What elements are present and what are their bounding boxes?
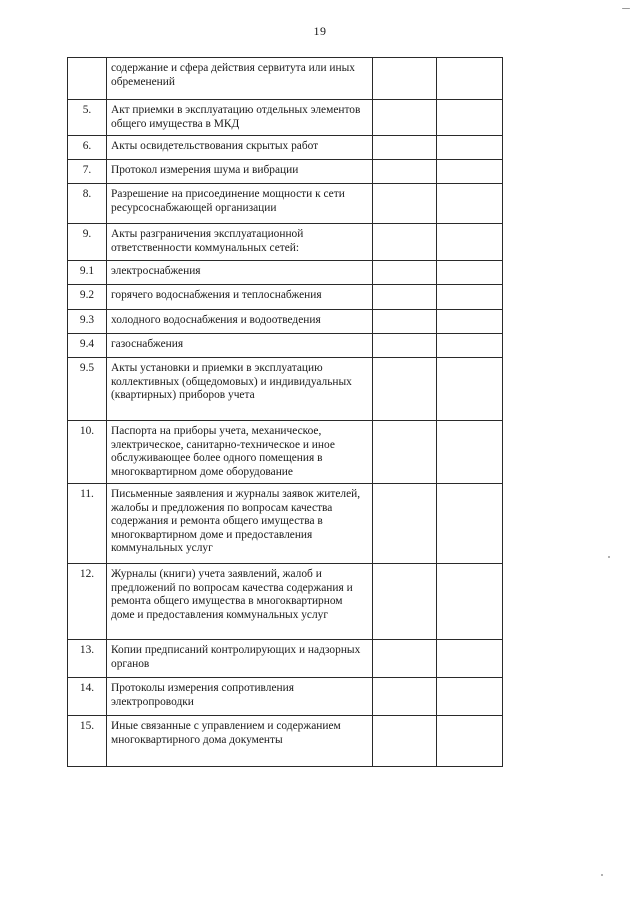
empty-cell — [437, 310, 503, 334]
empty-cell — [437, 160, 503, 184]
document-name: холодного водоснабжения и водоотведения — [107, 310, 373, 334]
empty-cell — [437, 58, 503, 100]
empty-cell — [437, 678, 503, 716]
empty-cell — [373, 310, 437, 334]
empty-cell — [437, 285, 503, 310]
table-row — [68, 310, 503, 334]
empty-cell — [437, 100, 503, 136]
row-number: 9. — [68, 224, 107, 261]
empty-cell — [437, 136, 503, 160]
document-name: Акты установки и приемки в эксплуатацию коллективных (общедомовых) и индивидуальных (квартирных) приборов учета — [107, 358, 373, 421]
row-number: 9.4 — [68, 334, 107, 358]
row-number: 11. — [68, 484, 107, 564]
table-row — [68, 678, 503, 716]
empty-cell — [437, 640, 503, 678]
document-name: Копии предписаний контролирующих и надзорных органов — [107, 640, 373, 678]
empty-cell — [373, 136, 437, 160]
table-row — [68, 421, 503, 484]
empty-cell — [437, 184, 503, 224]
document-name: Акт приемки в эксплуатацию отдельных элементов общего имущества в МКД — [107, 100, 373, 136]
empty-cell — [373, 716, 437, 767]
table-row — [68, 224, 503, 261]
table-row — [68, 640, 503, 678]
table-row — [68, 136, 503, 160]
empty-cell — [373, 421, 437, 484]
row-number: 5. — [68, 100, 107, 136]
scan-speck — [601, 874, 603, 876]
documents-table — [67, 57, 503, 767]
table-row — [68, 100, 503, 136]
document-name: содержание и сфера действия сервитута или иных обременений — [107, 58, 373, 100]
row-number: 9.2 — [68, 285, 107, 310]
row-number: 10. — [68, 421, 107, 484]
row-number: 9.3 — [68, 310, 107, 334]
table-row — [68, 58, 503, 100]
table-row — [68, 184, 503, 224]
document-name: Разрешение на присоединение мощности к сети ресурсоснабжающей организации — [107, 184, 373, 224]
empty-cell — [437, 261, 503, 285]
row-number: 6. — [68, 136, 107, 160]
empty-cell — [373, 285, 437, 310]
row-number: 13. — [68, 640, 107, 678]
row-number: 9.1 — [68, 261, 107, 285]
empty-cell — [437, 716, 503, 767]
row-number: 14. — [68, 678, 107, 716]
document-name: Акты освидетельствования скрытых работ — [107, 136, 373, 160]
empty-cell — [437, 564, 503, 640]
empty-cell — [373, 678, 437, 716]
document-name: горячего водоснабжения и теплоснабжения — [107, 285, 373, 310]
empty-cell — [437, 358, 503, 421]
empty-cell — [373, 640, 437, 678]
row-number: 7. — [68, 160, 107, 184]
empty-cell — [437, 484, 503, 564]
empty-cell — [373, 484, 437, 564]
empty-cell — [373, 334, 437, 358]
table-row — [68, 334, 503, 358]
empty-cell — [373, 160, 437, 184]
empty-cell — [373, 184, 437, 224]
row-number: 15. — [68, 716, 107, 767]
scan-speck — [622, 8, 630, 9]
page-number: 19 — [313, 24, 327, 38]
row-number: 8. — [68, 184, 107, 224]
table-row — [68, 716, 503, 767]
document-name: Иные связанные с управлением и содержанием многоквартирного дома документы — [107, 716, 373, 767]
empty-cell — [373, 58, 437, 100]
table-row — [68, 261, 503, 285]
scan-speck — [608, 556, 610, 558]
document-name: Протокол измерения шума и вибрации — [107, 160, 373, 184]
empty-cell — [373, 224, 437, 261]
document-name: Протоколы измерения сопротивления электропроводки — [107, 678, 373, 716]
empty-cell — [437, 421, 503, 484]
table-row — [68, 160, 503, 184]
table-row — [68, 358, 503, 421]
empty-cell — [437, 334, 503, 358]
document-name: Акты разграничения эксплуатационной ответственности коммунальных сетей: — [107, 224, 373, 261]
document-name: газоснабжения — [107, 334, 373, 358]
row-number — [68, 58, 107, 100]
row-number: 9.5 — [68, 358, 107, 421]
document-name: Паспорта на приборы учета, механическое, электрическое, санитарно-техническое и иное обслуживающее более одного помещения в многоквартирном доме оборудование — [107, 421, 373, 484]
document-name: электроснабжения — [107, 261, 373, 285]
empty-cell — [373, 564, 437, 640]
document-name: Журналы (книги) учета заявлений, жалоб и предложений по вопросам качества содержания и ремонта общего имущества в многоквартирном доме и предоставления коммунальных услуг — [107, 564, 373, 640]
empty-cell — [373, 100, 437, 136]
empty-cell — [437, 224, 503, 261]
table-row — [68, 285, 503, 310]
table-row — [68, 564, 503, 640]
table-row — [68, 484, 503, 564]
empty-cell — [373, 358, 437, 421]
row-number: 12. — [68, 564, 107, 640]
document-name: Письменные заявления и журналы заявок жителей, жалобы и предложения по вопросам качества содержания и ремонта общего имущества в многоквартирном доме и предоставления коммунальных услуг — [107, 484, 373, 564]
empty-cell — [373, 261, 437, 285]
